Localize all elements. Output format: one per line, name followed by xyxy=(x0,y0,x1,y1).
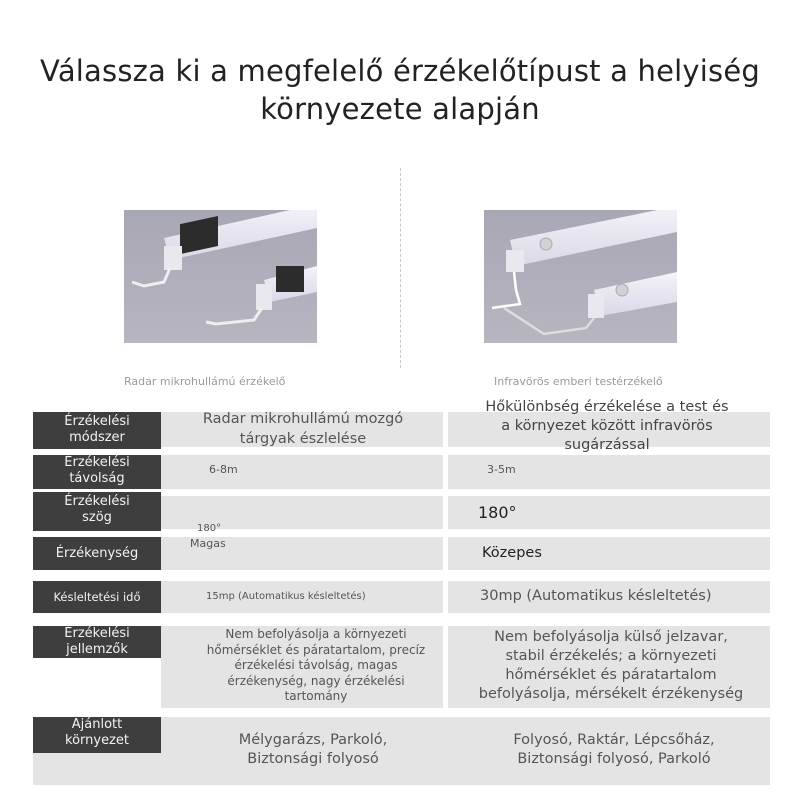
label-line: Érzékenység xyxy=(55,546,139,561)
value-line: Mélygarázs, Parkoló, xyxy=(238,732,388,748)
radar-value: 180° xyxy=(197,523,222,534)
value-line: tárgyak észlelése xyxy=(239,431,367,447)
row-label xyxy=(33,717,161,753)
radar-sensor-caption: Radar mikrohullámú érzékelő xyxy=(124,375,286,388)
infrared-value xyxy=(452,398,762,455)
radar-value xyxy=(196,627,436,705)
radar-value xyxy=(180,731,446,769)
radar-sensor-photo xyxy=(124,210,317,343)
label-line: Érzékelési xyxy=(64,455,130,470)
label-line: jellemzők xyxy=(66,642,128,657)
label-line: Késleltetési idő xyxy=(53,590,141,604)
value-line: Radar mikrohullámú mozgó xyxy=(202,411,404,427)
page-title-line-1: Válassza ki a megfelelő érzékelőtípust a helyiség xyxy=(40,54,760,88)
infrared-sensor-caption: Infravörös emberi testérzékelő xyxy=(494,375,663,388)
value-line: tartomány xyxy=(284,689,348,703)
radar-value: Magas xyxy=(190,537,226,550)
cell-background xyxy=(161,455,443,489)
value-line: stabil érzékelés; a környezeti xyxy=(505,648,717,664)
label-line: szög xyxy=(82,510,112,525)
value-line: a környezet között infravörös xyxy=(501,418,713,434)
row-label xyxy=(33,412,161,449)
infrared-value: 30mp (Automatikus késleltetés) xyxy=(480,588,712,604)
radar-value xyxy=(170,409,436,449)
value-line: sugárzással xyxy=(564,437,650,453)
infrared-value: Közepes xyxy=(482,545,542,561)
infrared-value: 3-5m xyxy=(487,463,516,476)
value-line: Folyosó, Raktár, Lépcsőház, xyxy=(513,732,715,748)
label-line: környezet xyxy=(65,733,129,748)
radar-value: 15mp (Automatikus késleltetés) xyxy=(206,591,366,602)
value-line: hőmérséklet és páratartalom xyxy=(505,667,717,683)
value-line: Nem befolyásolja külső jelzavar, xyxy=(494,629,728,645)
row-label xyxy=(33,492,161,531)
label-line: távolság xyxy=(69,471,125,486)
infrared-value xyxy=(456,628,766,704)
page-title-line-2: környezete alapján xyxy=(260,92,540,126)
row-label xyxy=(33,626,161,658)
row-label xyxy=(33,581,161,613)
infrared-value xyxy=(466,731,762,769)
label-line: Ajánlott xyxy=(71,717,123,732)
label-line: Érzékelési xyxy=(64,626,130,641)
value-line: Hőkülönbség érzékelése a test és xyxy=(485,399,729,415)
column-divider xyxy=(400,168,401,368)
value-line: Biztonsági folyosó xyxy=(247,751,379,767)
value-line: érzékenység, nagy érzékelési xyxy=(227,673,405,688)
radar-value: 6-8m xyxy=(209,463,238,476)
value-line: befolyásolja, mérsékelt érzékenység xyxy=(478,686,744,702)
row-label xyxy=(33,537,161,570)
label-line: Érzékelési xyxy=(64,494,130,509)
value-line: érzékelési távolság, magas xyxy=(234,658,398,672)
label-line: módszer xyxy=(69,430,125,445)
label-line: Érzékelési xyxy=(64,414,130,429)
infrared-value: 180° xyxy=(478,503,517,522)
value-line: hőmérséklet és páratartalom, precíz xyxy=(206,642,426,657)
infrared-sensor-photo xyxy=(484,210,677,343)
row-label xyxy=(33,455,161,489)
value-line: Biztonsági folyosó, Parkoló xyxy=(517,751,711,767)
value-line: Nem befolyásolja a környezeti xyxy=(225,627,407,641)
